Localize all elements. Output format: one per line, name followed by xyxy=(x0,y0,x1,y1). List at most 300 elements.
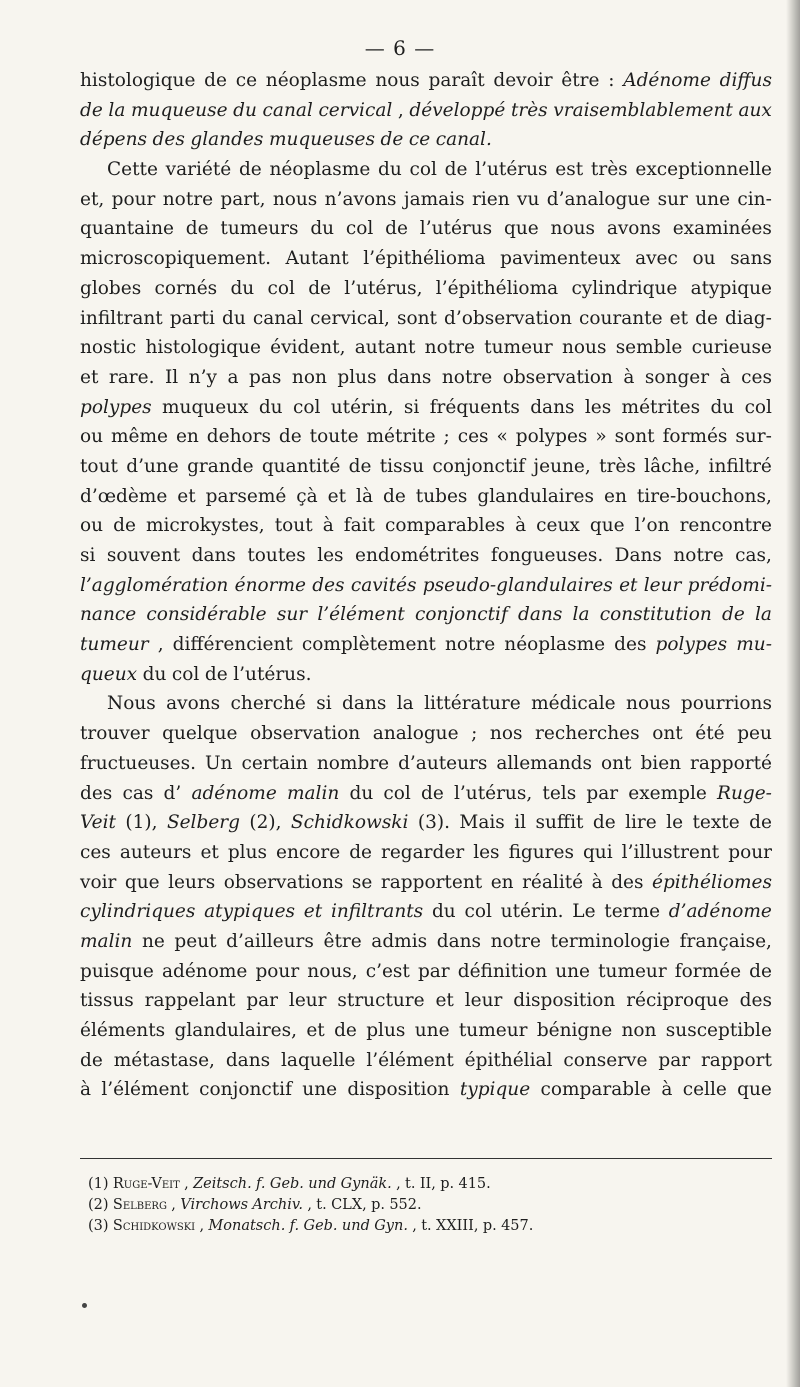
word: des xyxy=(614,634,647,656)
word: une xyxy=(695,188,731,210)
text-line xyxy=(80,66,772,96)
word: (1) xyxy=(88,1176,109,1192)
word: des xyxy=(739,990,772,1012)
word: ; xyxy=(443,426,450,448)
word: exceptionnelle xyxy=(635,159,772,181)
text-line xyxy=(80,274,772,304)
word: ou xyxy=(80,426,104,448)
text-line xyxy=(80,779,772,809)
word: ; xyxy=(471,723,478,745)
word: CLX, xyxy=(331,1197,367,1213)
word: de xyxy=(749,812,772,834)
italic-word: l’agglomération xyxy=(80,574,229,596)
word: nostic xyxy=(80,337,137,359)
word: de xyxy=(204,70,227,91)
word: col xyxy=(345,218,374,240)
word: de xyxy=(80,1049,103,1071)
text-line xyxy=(80,1075,772,1105)
italic-word: épithéliomes xyxy=(652,871,772,893)
italic-word: développé xyxy=(409,99,506,121)
word: l’utérus xyxy=(419,218,493,240)
italic-word: prédomi- xyxy=(687,574,772,596)
word: parti xyxy=(169,307,215,329)
word: nos xyxy=(489,723,523,745)
word: vu xyxy=(517,188,540,210)
italic-word: du xyxy=(233,99,257,121)
word: métrites xyxy=(621,396,701,418)
italic-word: typique xyxy=(459,1079,531,1101)
word: voir xyxy=(80,871,117,893)
word: le xyxy=(666,812,684,834)
word: tubes xyxy=(415,485,468,507)
word: d’auteurs xyxy=(398,752,488,774)
word: notre xyxy=(490,930,541,952)
word: avons xyxy=(166,693,221,715)
word: paraît xyxy=(428,70,485,91)
word: nous xyxy=(562,337,607,359)
word: comparable xyxy=(540,1079,652,1101)
footnotes xyxy=(88,1174,772,1237)
word: tumeur xyxy=(458,1020,528,1041)
word: la xyxy=(396,693,414,715)
word: par xyxy=(246,990,279,1012)
word: néoplasme xyxy=(265,70,367,91)
word: tout xyxy=(80,455,118,477)
text-line xyxy=(80,422,772,452)
word: cervical, xyxy=(310,307,390,329)
word: en xyxy=(175,426,199,448)
word: lire xyxy=(625,812,657,834)
word: jeune, xyxy=(533,455,591,477)
word: puisque xyxy=(80,960,154,982)
italic-word: malin xyxy=(80,930,133,952)
word: glandulaires xyxy=(477,485,595,507)
word: leurs xyxy=(168,871,216,893)
word: tumeur xyxy=(484,337,553,359)
word: nous xyxy=(626,693,671,715)
word: l’on xyxy=(634,515,670,537)
word: , xyxy=(157,634,164,656)
word: nombre xyxy=(316,752,390,774)
word: (2) xyxy=(88,1197,109,1213)
word: Le xyxy=(572,901,596,923)
text-line xyxy=(80,125,772,155)
word: néoplasme xyxy=(269,159,371,181)
word: sont xyxy=(396,307,437,329)
page-number: — 6 — xyxy=(364,36,436,60)
small-caps-word: Schidkowski xyxy=(112,1218,196,1234)
word: de xyxy=(238,159,262,181)
word: tissu xyxy=(379,455,424,477)
word: observation xyxy=(250,723,361,745)
word: exemple xyxy=(628,782,707,804)
word: , xyxy=(199,1218,205,1234)
word: , xyxy=(412,1218,417,1234)
word: toutes xyxy=(247,545,306,566)
word: et xyxy=(177,485,196,507)
word: et xyxy=(327,485,347,507)
word: et xyxy=(200,841,219,863)
word: française, xyxy=(679,930,772,952)
text-line xyxy=(80,155,772,185)
word: histologique xyxy=(80,70,196,91)
word: terme xyxy=(604,901,661,923)
word: de xyxy=(385,218,408,240)
word: Nous xyxy=(107,693,156,715)
word: col xyxy=(744,396,772,418)
word: peu xyxy=(737,723,772,745)
word: les xyxy=(584,396,612,418)
word: du xyxy=(221,307,246,329)
italic-word: malin xyxy=(286,782,340,804)
word: fructueuses. xyxy=(80,752,196,774)
word: regarder xyxy=(381,841,465,863)
word: et, xyxy=(80,188,105,210)
word: du xyxy=(349,782,374,804)
word: plus xyxy=(227,841,268,863)
word: sur xyxy=(657,188,688,210)
word: de xyxy=(421,782,444,804)
word: Autant xyxy=(285,248,349,270)
word: néoplasme xyxy=(504,634,606,656)
text-line xyxy=(80,511,772,541)
word: été xyxy=(695,723,725,745)
italic-word: adénome xyxy=(191,782,277,804)
word: col xyxy=(409,159,437,181)
italic-word: Ruge- xyxy=(717,782,772,804)
word: cin- xyxy=(737,188,772,210)
word: qui xyxy=(582,841,613,863)
word: de xyxy=(382,485,406,507)
italic-word: leur xyxy=(643,574,682,596)
word: plus xyxy=(366,1020,406,1041)
italic-word: de xyxy=(380,129,404,151)
italic-word: polypes xyxy=(655,634,728,656)
word: conjonctif xyxy=(199,1079,292,1101)
word: t. xyxy=(421,1218,432,1234)
word: notre xyxy=(162,188,214,210)
word: toute xyxy=(309,426,359,448)
text-line xyxy=(80,749,772,779)
italic-word: l’élément xyxy=(317,604,405,626)
word: fongueuses. xyxy=(490,545,604,566)
word: muqueux xyxy=(161,396,249,418)
word: à xyxy=(719,366,731,388)
italic-word: Adénome xyxy=(623,70,711,91)
word: çà xyxy=(296,485,318,507)
italic-word: infiltrants xyxy=(330,901,424,923)
word: l’élément xyxy=(101,1079,189,1101)
word: devoir xyxy=(493,70,553,91)
text-line xyxy=(80,957,772,987)
word: d’une xyxy=(126,455,179,477)
word: conserve xyxy=(563,1049,648,1071)
italic-word: Selberg xyxy=(166,812,240,834)
word: figures xyxy=(508,841,574,863)
word: l’utérus, xyxy=(344,277,423,299)
italic-word: nance xyxy=(80,604,137,626)
word: d’observation xyxy=(444,307,572,329)
word: observation xyxy=(502,366,613,388)
word: ou xyxy=(692,248,716,270)
word: auteurs xyxy=(119,841,192,863)
word: » xyxy=(595,426,607,448)
word: l’utérus xyxy=(475,159,548,181)
italic-word: und xyxy=(341,1218,370,1234)
italic-word: queux xyxy=(80,663,138,685)
word: de xyxy=(278,426,302,448)
word: éléments xyxy=(80,1020,166,1041)
word: pas xyxy=(249,366,282,388)
word: endométrites xyxy=(355,545,480,566)
italic-word: aux xyxy=(738,99,772,121)
word: formée xyxy=(674,960,742,982)
word: non xyxy=(291,366,327,388)
word: diag- xyxy=(725,307,772,329)
text-line xyxy=(80,244,772,274)
word: col xyxy=(267,277,295,299)
word: utérin. xyxy=(500,901,564,923)
word: pour xyxy=(728,841,772,863)
word: examinées xyxy=(672,218,772,240)
word: jamais xyxy=(403,188,465,210)
italic-word: canal xyxy=(262,99,313,121)
italic-word: muqueuse xyxy=(131,99,228,121)
italic-word: conjonctif xyxy=(415,604,508,626)
word: (3) xyxy=(88,1218,109,1234)
word: quelque xyxy=(162,723,238,745)
word: encore xyxy=(276,841,341,863)
italic-word: pseudo-glandulaires xyxy=(422,574,613,596)
word: par xyxy=(658,1049,691,1071)
italic-word: Gynäk. xyxy=(340,1176,392,1192)
word: d’ xyxy=(163,782,182,804)
word: tumeur xyxy=(598,960,667,982)
word: t. xyxy=(405,1176,416,1192)
word: Dans xyxy=(614,545,662,566)
italic-word: considérable xyxy=(146,604,267,626)
word: ces xyxy=(741,366,772,388)
word: songer xyxy=(644,366,710,388)
word: curieuse xyxy=(691,337,772,359)
word: peut xyxy=(174,930,217,952)
text-line xyxy=(80,927,772,957)
word: du xyxy=(431,901,456,923)
italic-word: Virchows xyxy=(180,1197,249,1213)
word: en xyxy=(490,871,514,893)
italic-word: et xyxy=(303,901,323,923)
word: une xyxy=(555,960,590,982)
word: recherches xyxy=(535,723,640,745)
text-line xyxy=(80,838,772,868)
word: terminologie xyxy=(550,930,671,952)
word: est xyxy=(555,159,584,181)
word: fait xyxy=(343,515,375,537)
italic-word: de xyxy=(80,99,103,121)
page-gutter-shadow xyxy=(786,0,800,1387)
text-line xyxy=(80,393,772,423)
word: cas, xyxy=(735,545,772,566)
italic-word: und xyxy=(308,1176,337,1192)
word: à xyxy=(80,1079,92,1101)
text-line xyxy=(80,363,772,393)
italic-word: la xyxy=(755,604,772,626)
word: de xyxy=(348,455,372,477)
word: que xyxy=(737,1079,772,1101)
italic-word: Geb. xyxy=(303,1218,338,1234)
word: tout xyxy=(274,515,313,537)
text-line xyxy=(80,452,772,482)
word: canal xyxy=(252,307,304,329)
word: rapportent xyxy=(380,871,483,893)
word: d’œdème xyxy=(80,485,168,507)
word: (3). xyxy=(417,812,450,834)
word: p. xyxy=(482,1218,497,1234)
word: l’utérus, xyxy=(453,782,533,804)
italic-word: de xyxy=(721,604,745,626)
word: adénome xyxy=(161,960,248,982)
word: de xyxy=(349,841,372,863)
word: Un xyxy=(204,752,233,774)
word: à xyxy=(322,515,334,537)
word: tels xyxy=(542,782,577,804)
word: si xyxy=(316,693,332,715)
word: l’épithélioma xyxy=(435,277,559,299)
word: de xyxy=(695,307,718,329)
italic-word: très xyxy=(510,99,548,121)
word: sur- xyxy=(735,426,772,448)
word: l’élément xyxy=(366,1049,454,1071)
word: de xyxy=(308,277,331,299)
word: part, xyxy=(220,188,266,210)
italic-word: muqueuses xyxy=(268,129,375,151)
word: ce xyxy=(235,70,258,91)
word: que xyxy=(503,218,539,240)
word: souvent xyxy=(106,545,181,566)
word: quantaine xyxy=(80,218,174,240)
italic-word: ce xyxy=(408,129,431,151)
word: rappelant xyxy=(144,990,236,1012)
word: rien xyxy=(472,188,510,210)
word: ont xyxy=(600,752,632,774)
word: si xyxy=(403,396,420,418)
word: métrite xyxy=(366,426,436,448)
word: disposition xyxy=(513,990,616,1012)
word: semble xyxy=(615,337,683,359)
word: ces xyxy=(80,841,111,863)
word: cas xyxy=(122,782,154,804)
word: les xyxy=(473,841,500,863)
word: 457. xyxy=(501,1218,534,1234)
italic-word: et xyxy=(619,574,638,596)
word: pour xyxy=(255,960,300,982)
text-line xyxy=(80,214,772,244)
word: tissus xyxy=(80,990,134,1012)
word: utérin, xyxy=(330,396,394,418)
word: disposition xyxy=(347,1079,450,1101)
word: , xyxy=(184,1176,189,1192)
word: à xyxy=(623,366,635,388)
word: rencontre xyxy=(679,515,772,537)
word: une xyxy=(414,1020,450,1041)
word: de xyxy=(334,1020,357,1041)
body-text xyxy=(80,66,772,1105)
footnote-2 xyxy=(88,1195,772,1216)
word: bien xyxy=(640,752,682,774)
print-speck xyxy=(82,1303,87,1308)
italic-word: énorme xyxy=(234,574,306,596)
text-line xyxy=(80,185,772,215)
word: différencient xyxy=(172,634,293,656)
word: que xyxy=(589,515,625,537)
word: 415. xyxy=(458,1176,491,1192)
word: dans xyxy=(387,366,432,388)
word: une xyxy=(302,1079,338,1101)
word: rare. xyxy=(108,366,155,388)
italic-word: diffus xyxy=(719,70,772,91)
word: ou xyxy=(80,515,104,537)
word: 552. xyxy=(389,1197,422,1213)
word: suffit xyxy=(535,812,584,834)
word: Il xyxy=(164,366,179,388)
word: de xyxy=(749,960,772,982)
word: t. xyxy=(316,1197,327,1213)
word: très xyxy=(590,159,628,181)
word: de xyxy=(185,218,209,240)
word: là xyxy=(356,485,373,507)
word: nous, xyxy=(307,960,358,982)
word: à xyxy=(515,515,527,537)
word: que xyxy=(124,871,160,893)
word: , xyxy=(171,1197,176,1213)
italic-word: Veit xyxy=(80,812,116,834)
italic-word: dans xyxy=(518,604,563,626)
word: infiltré xyxy=(708,455,772,477)
word: rapport xyxy=(700,1049,772,1071)
word: très xyxy=(599,455,636,477)
word: grande xyxy=(187,455,254,477)
word: dans xyxy=(530,396,575,418)
word: notre xyxy=(441,366,493,388)
footnote-1 xyxy=(88,1174,772,1195)
word: col xyxy=(383,782,411,804)
word: du xyxy=(378,159,402,181)
word: dans xyxy=(436,930,482,952)
word: même xyxy=(111,426,168,448)
word: plus xyxy=(337,366,377,388)
word: nous xyxy=(272,188,318,210)
italic-word: Geb. xyxy=(269,1176,304,1192)
word: ceux xyxy=(536,515,580,537)
word: p. xyxy=(440,1176,455,1192)
word: microkystes, xyxy=(145,515,265,537)
word: dehors xyxy=(206,426,271,448)
italic-word: Monatsch. xyxy=(208,1218,286,1234)
word: du xyxy=(142,663,167,685)
text-line xyxy=(80,660,772,690)
word: et xyxy=(669,307,689,329)
word: définition xyxy=(457,960,548,982)
word: être xyxy=(561,70,600,91)
word: médicale xyxy=(531,693,616,715)
word: métastase, xyxy=(113,1049,215,1071)
word: et xyxy=(80,366,99,388)
word: sont xyxy=(614,426,655,448)
italic-word: dépens xyxy=(80,129,147,151)
word: polypes xyxy=(515,426,588,448)
text-line xyxy=(80,600,772,630)
word: réalité xyxy=(522,871,584,893)
